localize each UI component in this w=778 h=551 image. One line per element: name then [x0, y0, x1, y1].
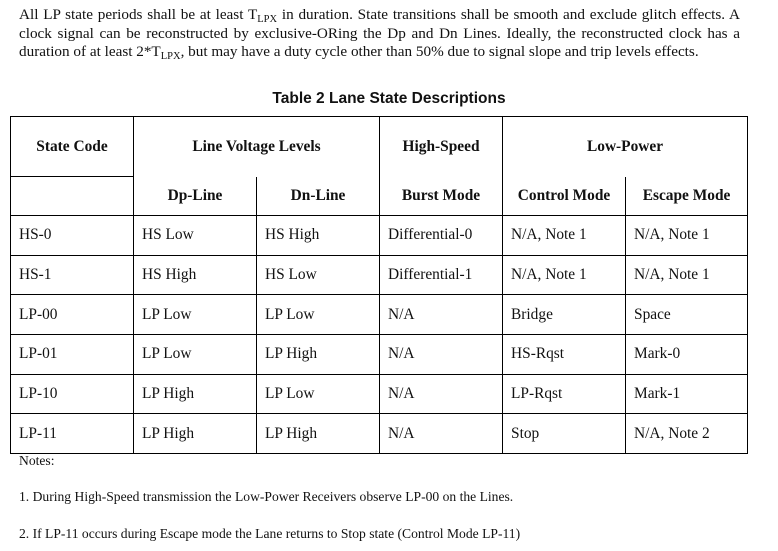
- cell-dp-line: LP Low: [134, 335, 257, 375]
- header-dn-line: Dn-Line: [257, 177, 380, 216]
- table-row: [11, 374, 748, 414]
- cell-escape-mode: Space: [626, 295, 748, 335]
- cell-burst-mode: Differential-0: [380, 216, 503, 256]
- cell-dn-line: HS Low: [257, 255, 380, 295]
- cell-dn-line: LP Low: [257, 374, 380, 414]
- intro-text-1: All LP state periods shall be at least T: [19, 6, 258, 23]
- note-2: 2. If LP-11 occurs during Escape mode the Lane returns to Stop state (Control Mode LP-11): [19, 526, 521, 541]
- header-escape-mode: Escape Mode: [626, 177, 748, 216]
- intro-text-3: , but may have a duty cycle other than 50% due to signal slope and trip levels effects.: [180, 43, 699, 61]
- cell-dp-line: LP High: [134, 414, 257, 454]
- cell-dn-line: HS High: [257, 216, 380, 256]
- table-header-row: [11, 117, 748, 177]
- tlpx-subscript-1: LPX: [257, 14, 278, 25]
- cell-control-mode: Bridge: [503, 295, 626, 335]
- table-row: [11, 335, 748, 375]
- cell-burst-mode: N/A: [380, 335, 503, 375]
- header-burst-mode: Burst Mode: [380, 177, 503, 216]
- cell-state-code: LP-00: [11, 295, 134, 335]
- cell-control-mode: N/A, Note 1: [503, 255, 626, 295]
- cell-burst-mode: N/A: [380, 295, 503, 335]
- lane-state-table: [10, 116, 748, 454]
- header-high-speed: High-Speed: [380, 117, 503, 177]
- cell-dp-line: HS High: [134, 255, 257, 295]
- cell-dn-line: LP High: [257, 335, 380, 375]
- cell-dn-line: LP High: [257, 414, 380, 454]
- header-low-power: Low-Power: [503, 117, 748, 177]
- cell-escape-mode: N/A, Note 1: [626, 216, 748, 256]
- header-state-code-cont: [11, 177, 134, 216]
- notes-title: Notes:: [19, 453, 55, 468]
- cell-burst-mode: N/A: [380, 374, 503, 414]
- cell-state-code: LP-11: [11, 414, 134, 454]
- cell-control-mode: LP-Rqst: [503, 374, 626, 414]
- header-state-code: State Code: [11, 117, 134, 177]
- cell-escape-mode: Mark-1: [626, 374, 748, 414]
- cell-escape-mode: Mark-0: [626, 335, 748, 375]
- tlpx-subscript-2: LPX: [160, 51, 181, 63]
- cell-escape-mode: N/A, Note 1: [626, 255, 748, 295]
- cell-control-mode: N/A, Note 1: [503, 216, 626, 256]
- cell-dn-line: LP Low: [257, 295, 380, 335]
- header-control-mode: Control Mode: [503, 177, 626, 216]
- cell-burst-mode: Differential-1: [380, 255, 503, 295]
- cell-control-mode: HS-Rqst: [503, 335, 626, 375]
- table-row: [11, 216, 748, 256]
- cell-dp-line: HS Low: [134, 216, 257, 256]
- table-row: [11, 255, 748, 295]
- cell-state-code: LP-01: [11, 335, 134, 375]
- cell-control-mode: Stop: [503, 414, 626, 454]
- cell-state-code: HS-0: [11, 216, 134, 256]
- cell-state-code: LP-10: [11, 374, 134, 414]
- cell-burst-mode: N/A: [380, 414, 503, 454]
- table-row: [11, 414, 748, 454]
- table-row: [11, 295, 748, 335]
- table-subheader-row: [11, 177, 748, 216]
- intro-paragraph: [19, 6, 740, 62]
- header-line-voltage-levels: Line Voltage Levels: [134, 117, 380, 177]
- table-caption: Table 2 Lane State Descriptions: [272, 90, 506, 107]
- cell-escape-mode: N/A, Note 2: [626, 414, 748, 454]
- intro-text-2: in duration. State transitions shall be smooth and exclude glitch effects. A clock signal can be reconstructed by exclusive-ORing the Dp and Dn Lines. Ideally, the reconstructed clock has a duration of at least 2*T: [19, 6, 740, 61]
- header-dp-line: Dp-Line: [134, 177, 257, 216]
- cell-dp-line: LP Low: [134, 295, 257, 335]
- cell-dp-line: LP High: [134, 374, 257, 414]
- cell-state-code: HS-1: [11, 255, 134, 295]
- note-1: 1. During High-Speed transmission the Low-Power Receivers observe LP-00 on the Lines.: [19, 489, 514, 504]
